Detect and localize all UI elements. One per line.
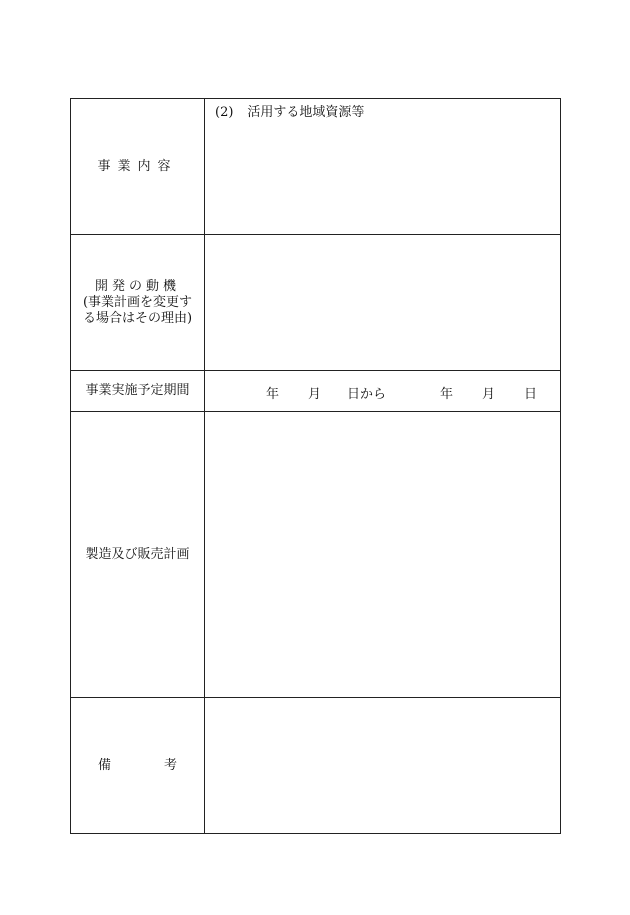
application-form-table <box>70 98 561 834</box>
field-remarks[interactable] <box>205 698 560 833</box>
row-remarks <box>71 698 560 833</box>
label-production-sales-plan <box>71 412 205 697</box>
row-production-sales-plan <box>71 412 560 698</box>
field-development-motive[interactable] <box>205 235 560 370</box>
label-motive-sub2: る場合はその理由) <box>82 310 193 326</box>
label-development-motive <box>71 235 205 370</box>
period-end-day-unit: 日 <box>524 387 538 402</box>
period-end-month-unit: 月 <box>482 387 496 402</box>
label-remarks-right: 考 <box>163 757 177 773</box>
period-end-year-unit: 年 <box>440 387 454 402</box>
label-plan-text: 製造及び販売計画 <box>85 546 190 562</box>
row-development-motive <box>71 235 560 371</box>
field-production-sales-plan[interactable] <box>205 412 560 697</box>
field-implementation-period[interactable] <box>205 371 560 411</box>
label-motive-main: 開発の動機 <box>94 278 180 294</box>
subsection-number: (2) <box>215 105 234 120</box>
label-motive-sub1: (事業計画を変更す <box>82 294 193 310</box>
label-business-content <box>71 99 205 234</box>
period-start-month-unit: 月 <box>308 387 322 402</box>
period-start-year-unit: 年 <box>266 387 280 402</box>
row-implementation-period <box>71 371 560 412</box>
label-remarks-left: 備 <box>98 757 112 773</box>
label-implementation-period <box>71 371 205 411</box>
label-period-text: 事業実施予定期間 <box>85 383 190 398</box>
subsection-local-resources <box>215 101 364 120</box>
field-business-content[interactable] <box>205 99 560 234</box>
label-remarks <box>71 698 205 833</box>
label-business-content-text: 事業内容 <box>97 158 178 174</box>
row-business-content <box>71 99 560 235</box>
period-start-day-unit: 日から <box>347 387 387 402</box>
subsection-title: 活用する地域資源等 <box>247 105 365 120</box>
